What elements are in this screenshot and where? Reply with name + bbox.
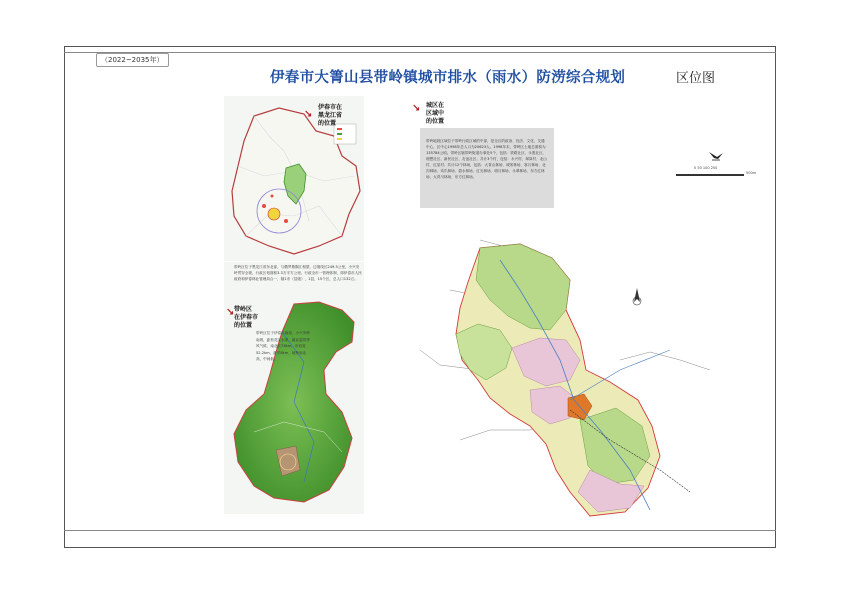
city-label: 带岭区 在伊春市 的位置 xyxy=(234,306,259,329)
diagonal-arrow-icon: ↘ xyxy=(412,103,421,114)
drawing-name: 区位图 xyxy=(676,71,716,86)
scale-ticks: 0 50 100 250 xyxy=(694,166,718,170)
frame-top-line xyxy=(64,52,776,53)
province-label: 伊春市在 黑龙江省 的位置 xyxy=(318,104,343,127)
diagonal-arrow-icon: ↘ xyxy=(304,109,313,120)
diagonal-arrow-icon: ↘ xyxy=(226,307,235,318)
planning-period-badge: （2022~2035年） xyxy=(96,53,169,67)
province-map xyxy=(224,96,364,261)
scale-unit: 500m xyxy=(746,171,757,175)
scale-bar xyxy=(676,166,757,180)
frame-bottom-line xyxy=(64,530,776,531)
district-map xyxy=(420,230,720,520)
district-label: 城区在 区域中 的位置 xyxy=(426,102,445,125)
district-description: 带岭区位于伊春市南部，小兴安岭南坡，距松花江水系，属亚温带季风气候，南北长78km，东西宽52.2km，最窄8km，地势南北高，中间低。 xyxy=(256,331,310,361)
crane-bird-icon xyxy=(708,150,724,162)
district-info-box xyxy=(420,128,554,208)
city-map xyxy=(224,262,364,514)
page-title: 伊春市大箐山县带岭镇城市排水（雨水）防涝综合规划 xyxy=(270,70,626,86)
district-info-text: 带岭地段区域位于带岭行政区域的中部，是全区的政治、经济、文化、交通中心，区中心1998年总人口为20623人。1998年末，带岭区土地总面积为135784公顷。带岭区辖带岭街道办事处5个，包括：铁路社区、永胜社区、理想社区、新民社区、友谊社区；共计3个村，包括：永兴村、翠岗村、北山村、红星村；共计12个林场，包括：大青山林场、城郊林场、寒月林场、北沟林场、鸡爪林场、碧水林场、红光林场、明月林场、永翠林场、东方红林场、大青川林场、东方红林场。 xyxy=(426,139,547,179)
city-description: 带岭区位于黑龙江省东北部，与俄罗斯隔江相望，边境线长249.5公里，小兴安岭贯穿全境，行政区划面积3.3万平方公里。行政全市一管理体制，即伊春市人民政府和伊春林业管理局合一，辖1市（县级），1县，15个区，总人口132万。 xyxy=(234,265,362,281)
